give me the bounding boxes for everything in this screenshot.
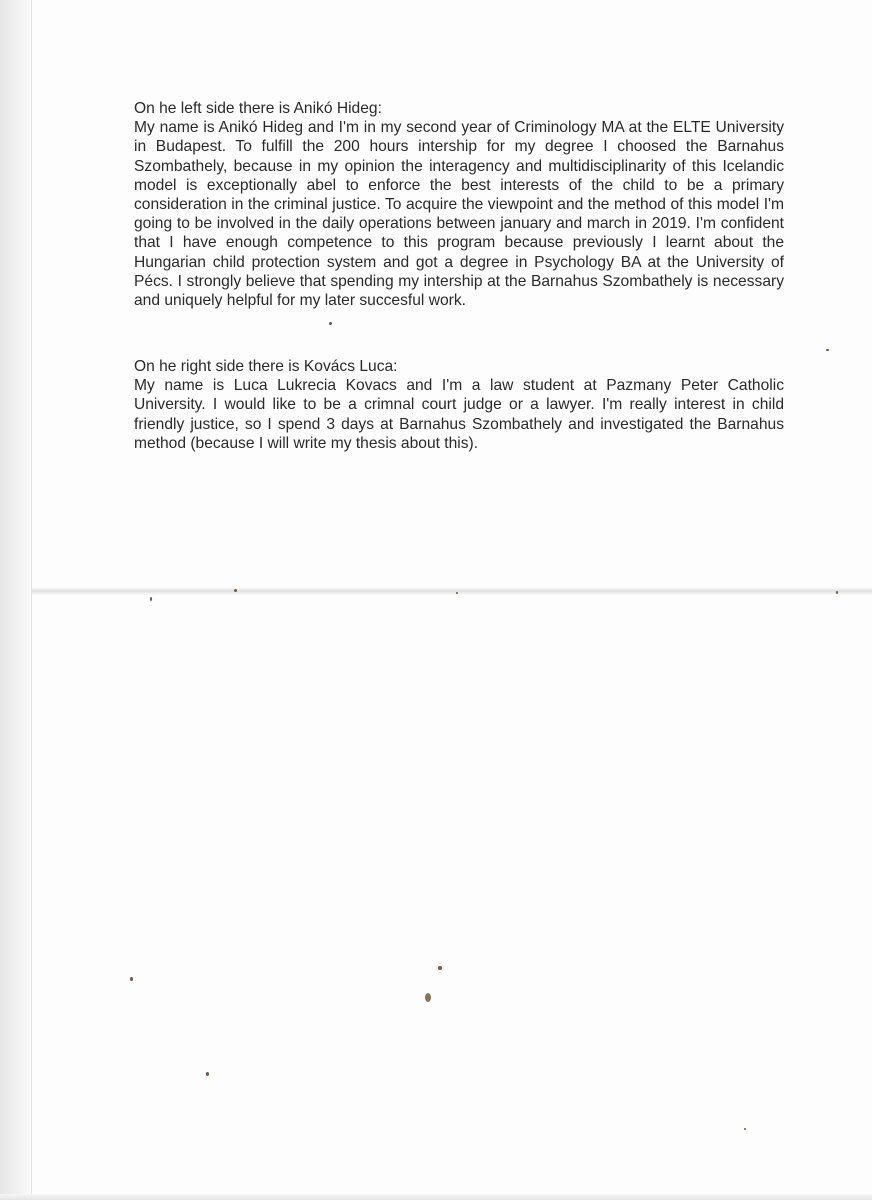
- dust-speck: [438, 966, 442, 970]
- dust-speck: [234, 589, 237, 592]
- dust-speck: [826, 349, 829, 351]
- section-aniko-hideg: [134, 99, 784, 310]
- dust-speck: [456, 592, 458, 594]
- page-left-edge: [0, 0, 32, 1200]
- section-body: My name is Anikó Hideg and I'm in my second year of Criminology MA at the ELTE University in Budapest. To fulfill the 200 hours intership for my degree I choosed the Barnahus Szombathely, because in my opinion the interagency and multidisciplinarity of this Icelandic model is exceptionally abel to enforce the best interests of the child to be a primary consideration in the criminal justice. To acquire the viewpoint and the method of this model I'm going to be involved in the daily operations between january and march in 2019. I'm confident that I have enough competence to this program because previously I learnt about the Hungarian child protection system and got a degree in Psychology BA at the University of Pécs. I strongly believe that spending my intership at the Barnahus Szombathely is necessary and uniquely helpful for my later succesful work.: [134, 119, 784, 310]
- page-left-edge-line: [31, 0, 32, 1200]
- dust-speck: [836, 591, 838, 594]
- dust-speck: [130, 977, 133, 981]
- dust-speck: [744, 1128, 746, 1130]
- section-kovacs-luca: [134, 357, 784, 453]
- dust-speck: [425, 993, 431, 1002]
- dust-speck: [150, 597, 152, 601]
- page-bottom-edge: [0, 1194, 872, 1200]
- section-heading: On he right side there is Kovács Luca:: [134, 358, 398, 375]
- section-heading: On he left side there is Anikó Hideg:: [134, 100, 382, 117]
- dust-speck: [206, 1072, 209, 1076]
- paper-fold-line: [32, 587, 872, 595]
- section-body: My name is Luca Lukrecia Kovacs and I'm a law student at Pazmany Peter Catholic University. I would like to be a crimnal court judge or a lawyer. I'm really interest in child friendly justice, so I spend 3 days at Barnahus Szombathely and investigated the Barnahus method (because I will write my thesis about this).: [134, 377, 784, 452]
- dust-speck: [329, 322, 332, 325]
